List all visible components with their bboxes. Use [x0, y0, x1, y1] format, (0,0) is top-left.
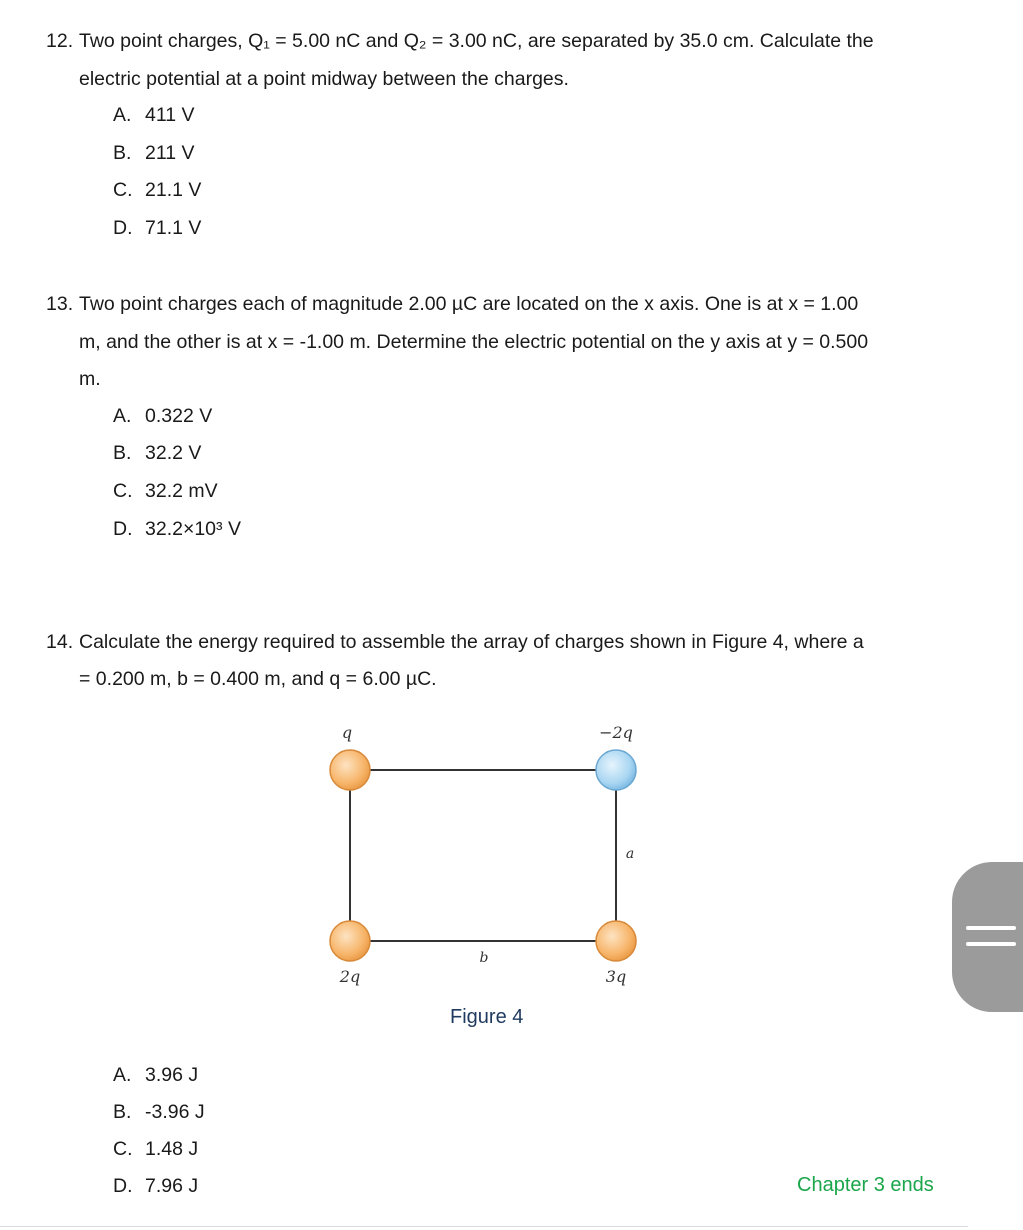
label-a: a: [625, 846, 635, 862]
question-12-text-line-1: Two point charges, Q₁ = 5.00 nC and Q₂ = 3.00 nC, are separated by 35.0 cm. Calculate the: [79, 30, 874, 52]
option-text: 1.48 J: [145, 1138, 199, 1160]
charge-3q: [596, 921, 636, 961]
option-text: 32.2 V: [145, 442, 202, 464]
option-text: 7.96 J: [145, 1175, 199, 1197]
question-12-text-line-2: electric potential at a point midway between the charges.: [79, 68, 569, 90]
side-drawer-handle[interactable]: [952, 862, 1023, 1012]
question-14-text-line-1: Calculate the energy required to assemble the array of charges shown in Figure 4, where a: [79, 631, 864, 653]
label-2q: 2q: [339, 967, 361, 986]
option-text: 21.1 V: [145, 179, 202, 201]
label-3q: 3q: [605, 967, 627, 986]
chapter-end-text: Chapter 3 ends: [797, 1174, 934, 1196]
option-letter: C.: [113, 1138, 133, 1160]
figure-4-diagram: [300, 710, 680, 1000]
question-12-option-b[interactable]: [113, 142, 195, 165]
question-13-option-d[interactable]: [113, 518, 241, 541]
question-13-text-line-1: Two point charges each of magnitude 2.00 µC are located on the x axis. One is at x = 1.00: [79, 293, 859, 315]
option-letter: B.: [113, 442, 132, 464]
question-13-number: 13.: [46, 293, 74, 315]
question-12-number: 12.: [46, 30, 74, 52]
question-13-text-line-2: m, and the other is at x = -1.00 m. Determine the electric potential on the y axis at y = 0.500: [79, 331, 869, 353]
option-letter: D.: [113, 518, 133, 540]
figure-caption: Figure 4: [450, 1006, 524, 1028]
label-q: q: [341, 723, 353, 742]
question-12-option-d[interactable]: [113, 217, 201, 240]
question-14-option-d[interactable]: [113, 1175, 198, 1198]
option-letter: B.: [113, 1101, 132, 1123]
question-13-option-b[interactable]: [113, 442, 201, 465]
question-13-text-line-3: m.: [79, 368, 101, 390]
option-text: -3.96 J: [145, 1101, 205, 1123]
question-14-option-b[interactable]: [113, 1101, 205, 1124]
option-text: 32.2×10³ V: [145, 518, 241, 540]
charge-q: [330, 750, 370, 790]
charge-2q: [330, 921, 370, 961]
option-letter: A.: [113, 104, 132, 126]
option-text: 411 V: [145, 104, 195, 126]
option-letter: D.: [113, 217, 133, 239]
question-14-number: 14.: [46, 631, 74, 653]
option-letter: A.: [113, 1064, 132, 1086]
option-text: 211 V: [145, 142, 195, 164]
label-minus-2q: −2q: [599, 723, 633, 742]
question-14-option-c[interactable]: [113, 1138, 198, 1161]
label-b: b: [479, 950, 489, 966]
option-text: 71.1 V: [145, 217, 202, 239]
question-13-option-a[interactable]: [113, 405, 212, 428]
handle-grip-icon: [966, 942, 1016, 946]
question-14-option-a[interactable]: [113, 1064, 198, 1087]
question-12-option-c[interactable]: [113, 179, 201, 202]
bottom-divider: [0, 1226, 968, 1227]
option-letter: D.: [113, 1175, 133, 1197]
handle-grip-icon: [966, 926, 1016, 930]
option-letter: B.: [113, 142, 132, 164]
option-letter: C.: [113, 179, 133, 201]
question-14-text-line-2: = 0.200 m, b = 0.400 m, and q = 6.00 µC.: [79, 668, 437, 690]
charge-minus-2q: [596, 750, 636, 790]
option-text: 32.2 mV: [145, 480, 218, 502]
option-text: 0.322 V: [145, 405, 213, 427]
option-letter: A.: [113, 405, 132, 427]
option-text: 3.96 J: [145, 1064, 199, 1086]
option-letter: C.: [113, 480, 133, 502]
question-13-option-c[interactable]: [113, 480, 218, 503]
question-12-option-a[interactable]: [113, 104, 195, 127]
